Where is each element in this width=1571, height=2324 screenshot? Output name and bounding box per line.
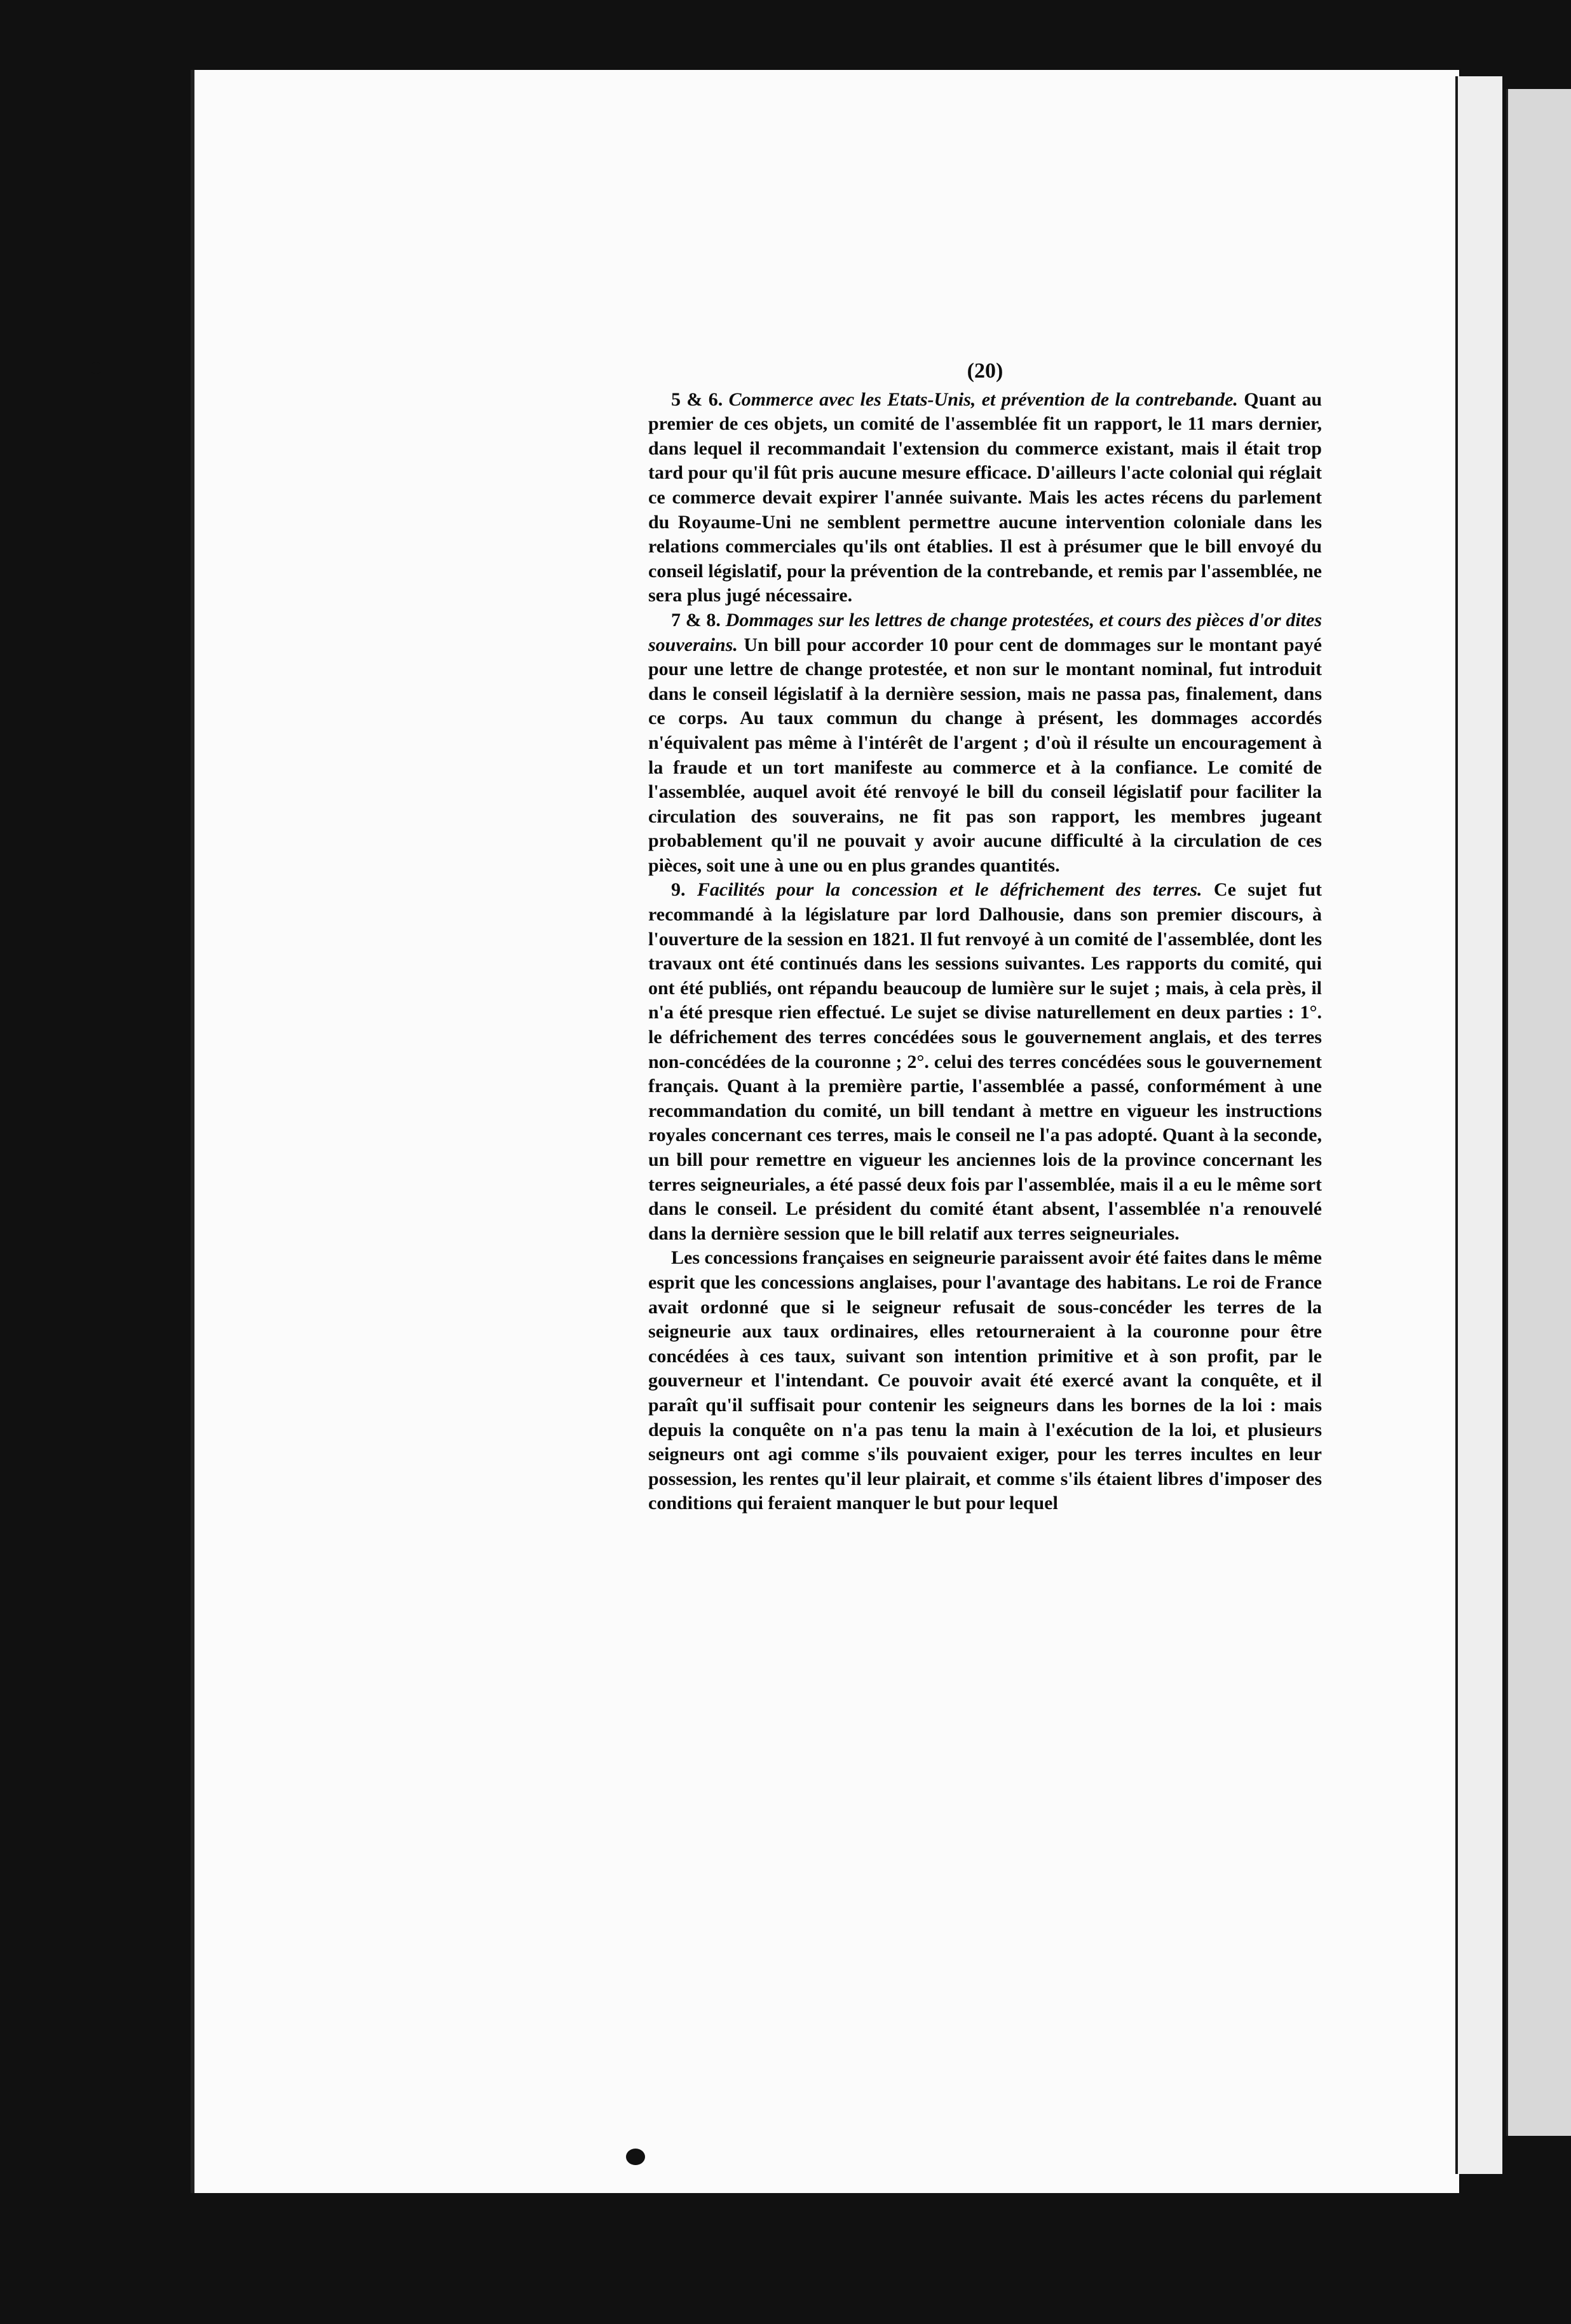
section-paragraph bbox=[648, 1246, 1322, 1516]
section-body: Ce sujet fut recommandé à la législature par lord Dalhousie, dans son premier discours, à l'ouverture de la session en 1821. Il fut renvoyé à un comité de l'assemblée, dont les travaux ont été continués dans les sessions suivantes. Les rapports du comité, qui ont été publiés, ont répandu beaucoup de lumière sur le sujet ; mais, à cela près, il n'a été presque rien effectué. Le sujet se divise naturellement en deux parties : 1°. le défrichement des terres concédées sous le gouvernement anglais, et des terres non-concédées de la couronne ; 2°. celui des terres concédées sous le gouvernement français. Quant à la première partie, l'assemblée a passé, conformément à une recommandation du comité, un bill tendant à mettre en vigueur les instructions royales concernant ces terres, mais le conseil ne l'a pas adopté. Quant à la seconde, un bill pour remettre en vigueur les anciennes lois de la province concernant les terres seigneuriales, a été passé deux fois par l'assemblée, mais il a eu le même sort dans le conseil. Le président du comité étant absent, l'assemblée n'a renouvelé dans la dernière session que le bill relatif aux terres seigneuriales. bbox=[648, 879, 1323, 1244]
section-number: 5 & 6. bbox=[671, 388, 723, 410]
scan-speck bbox=[89, 362, 103, 374]
section-heading: Facilités pour la concession et le défrichement des terres. bbox=[697, 879, 1202, 901]
section-heading: Commerce avec les Etats-Unis, et prévention de la contrebande. bbox=[728, 388, 1238, 410]
section-heading: Dommages sur les lettres de change protestées, et cours des pièces d'or dites souverains. bbox=[648, 609, 1322, 655]
section-number: 9. bbox=[671, 879, 686, 901]
section-number: 7 & 8. bbox=[671, 609, 721, 631]
section-body: Les concessions françaises en seigneurie paraissent avoir été faites dans le même esprit que les concessions anglaises, pour l'avantage des habitans. Le roi de France avait ordonné que si le seigneur refusait de sous-concéder les terres de la seigneurie aux taux ordinaires, elles retourneraient à la couronne pour être concédées à ces taux, suivant son intention primitive et à son profit, par le gouverneur et l'intendant. Ce pouvoir avait été exercé avant la conquête, et il paraît qu'il suffisait pour contenir les seigneurs dans les bornes de la loi : mais depuis la conquête on n'a pas tenu la main à l'exécution de la loi, et plusieurs seigneurs ont agi comme s'ils pouvaient exiger, pour les terres incultes en leur possession, les rentes qu'il leur plairait, et comme s'ils étaient libres d'imposer des conditions qui feraient manquer le but pour lequel bbox=[648, 1247, 1322, 1514]
section-paragraph bbox=[648, 388, 1322, 608]
page-edge bbox=[1455, 76, 1502, 2174]
page-number: (20) bbox=[967, 359, 1003, 383]
section-body: Un bill pour accorder 10 pour cent de dommages sur le montant payé pour une lettre de change protestée, et non sur le montant nominal, fut introduit dans le conseil législatif à la dernière session, mais ne passa pas, finalement, dans ce corps. Au taux commun du change à présent, les dommages accordés n'équivalent pas même à l'intérêt de l'argent ; d'où il résulte un encouragement à la fraude et un tort manifeste au commerce et à la confiance. Le comité de l'assemblée, auquel avoit été renvoyé le bill du conseil législatif pour faciliter la circulation des souverains, ne fit pas son rapport, les membres jugeant probablement qu'il ne pouvait y avoir aucune difficulté à la circulation de ces pièces, soit une à une ou en plus grandes quantités. bbox=[648, 634, 1322, 876]
underlying-page-edge bbox=[1506, 89, 1571, 2136]
scan-speck bbox=[626, 2149, 645, 2165]
section-paragraph bbox=[648, 608, 1322, 878]
section-paragraph bbox=[648, 878, 1322, 1246]
page-text bbox=[648, 359, 1322, 1516]
section-body: Quant au premier de ces objets, un comité de l'assemblée fit un rapport, le 11 mars dernier, dans lequel il recommandait l'extension du commerce existant, mais il était trop tard pour qu'il fût pris aucune mesure efficace. D'ailleurs l'acte colonial qui réglait ce commerce devait expirer l'année suivante. Mais les actes récens du parlement du Royaume-Uni ne semblent permettre aucune intervention coloniale dans les relations commerciales qu'ils ont établies. Il est à présumer que le bill envoyé du conseil législatif, pour la prévention de la contrebande, et remis par l'assemblée, ne sera plus jugé nécessaire. bbox=[648, 388, 1323, 606]
